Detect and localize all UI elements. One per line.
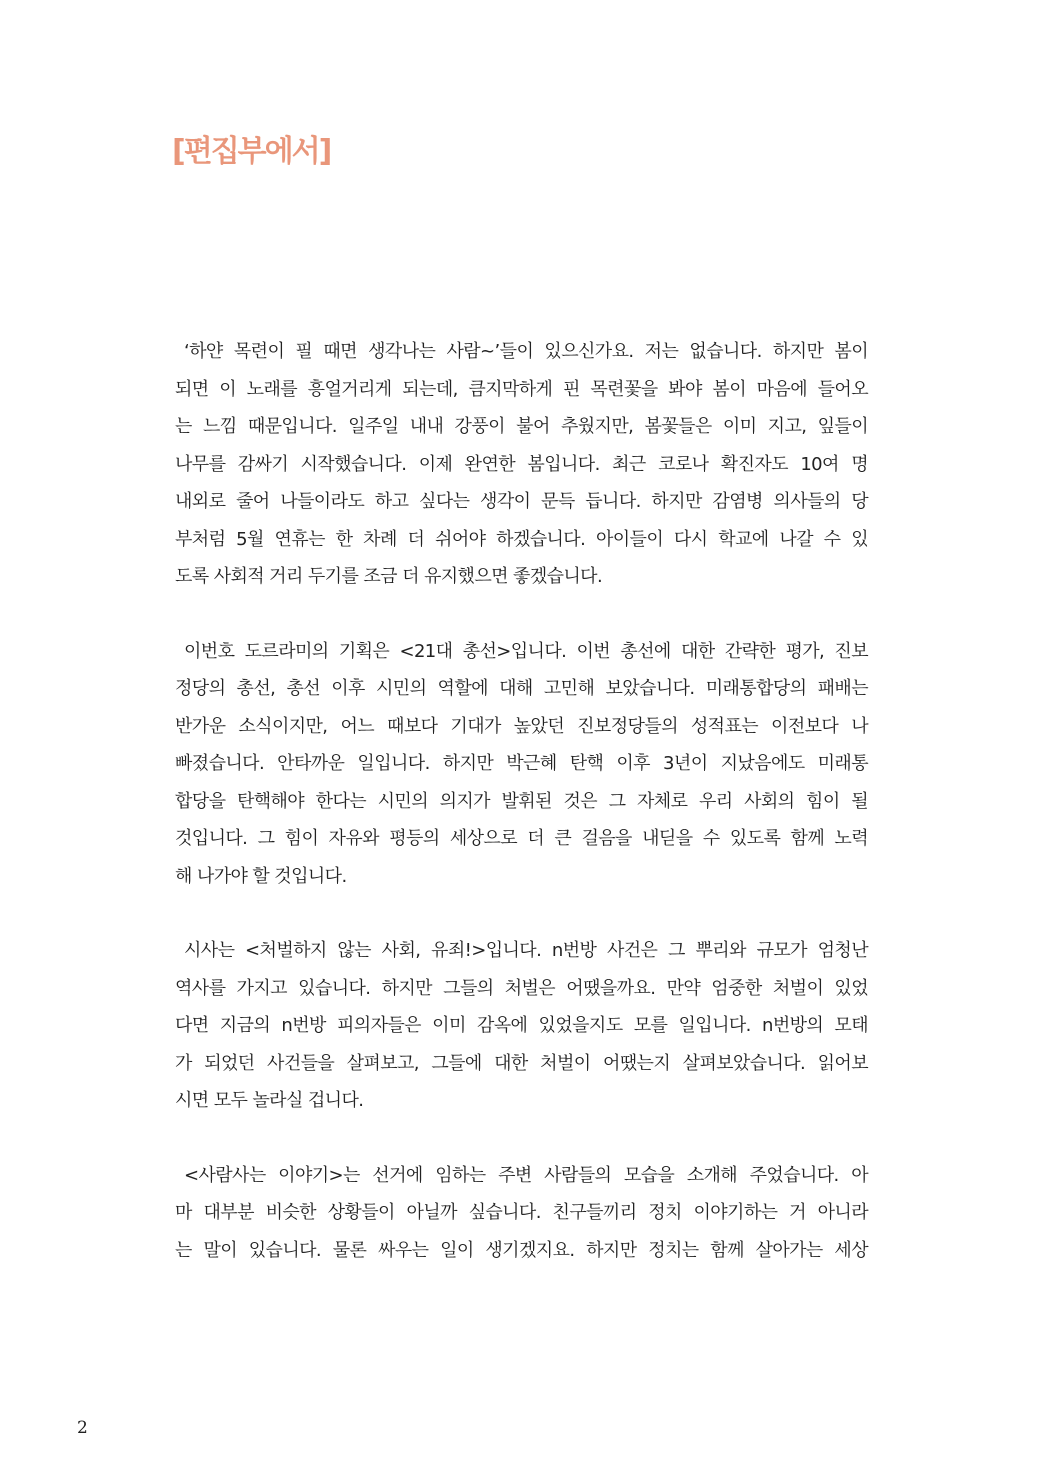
text-line: <사람사는 이야기>는 선거에 임하는 주변 사람들의 모습을 소개해 주었습니다. 아	[184, 1164, 868, 1186]
paragraph	[175, 932, 868, 1120]
section-heading: [편집부에서]	[172, 134, 331, 169]
text-line: 이번호 도르라미의 기획은 <21대 총선>입니다. 이번 총선에 대한 간략한 평가, 진보	[184, 640, 868, 662]
text-line: 빠졌습니다. 안타까운 일입니다. 하지만 박근혜 탄핵 이후 3년이 지났음에도 미래통	[175, 753, 868, 774]
text-line: 는 말이 있습니다. 물론 싸우는 일이 생기겠지요. 하지만 정치는 함께 살아가는 세상	[175, 1239, 868, 1261]
text-line: 역사를 가지고 있습니다. 하지만 그들의 처벌은 어땠을까요. 만약 엄중한 처벌이 있었	[175, 977, 868, 999]
editorial-body	[175, 333, 868, 1306]
text-line: 도록 사회적 거리 두기를 조금 더 유지했으면 좋겠습니다.	[175, 566, 603, 587]
text-line: 는 느낌 때문입니다. 일주일 내내 강풍이 불어 추웠지만, 봄꽃들은 이미 지고, 잎들이	[175, 416, 868, 437]
text-line: 부처럼 5월 연휴는 한 차례 더 쉬어야 하겠습니다. 아이들이 다시 학교에 나갈 수 있	[175, 528, 868, 550]
text-line: 다면 지금의 n번방 피의자들은 이미 감옥에 있었을지도 모를 일입니다. n번방의 모태	[175, 1015, 868, 1036]
text-line: 시사는 <처벌하지 않는 사회, 유죄!>입니다. n번방 사건은 그 뿌리와 규모가 엄청난	[184, 940, 868, 961]
paragraph	[175, 1157, 868, 1270]
text-line: 되면 이 노래를 흥얼거리게 되는데, 큼지막하게 핀 목련꽃을 봐야 봄이 마음에 들어오	[175, 378, 868, 400]
text-line: 시면 모두 놀라실 겁니다.	[175, 1090, 364, 1111]
text-line: 가 되었던 사건들을 살펴보고, 그들에 대한 처벌이 어땠는지 살펴보았습니다. 읽어보	[175, 1052, 868, 1074]
text-line: 반가운 소식이지만, 어느 때보다 기대가 높았던 진보정당들의 성적표는 이전보다 나	[175, 715, 868, 737]
text-line: 내외로 줄어 나들이라도 하고 싶다는 생각이 문득 듭니다. 하지만 감염병 의사들의 당	[175, 491, 868, 512]
text-line: 합당을 탄핵해야 한다는 시민의 의지가 발휘된 것은 그 자체로 우리 사회의 힘이 될	[175, 790, 868, 812]
text-line: 해 나가야 할 것입니다.	[175, 865, 347, 887]
text-line: 마 대부분 비슷한 상황들이 아닐까 싶습니다. 친구들끼리 정치 이야기하는 거 아니라	[175, 1202, 868, 1223]
page-number: 2	[77, 1418, 88, 1438]
text-line: 나무를 감싸기 시작했습니다. 이제 완연한 봄입니다. 최근 코로나 확진자도 10여 명	[175, 453, 868, 475]
text-line: ‘하얀 목련이 필 때면 생각나는 사람~’들이 있으신가요. 저는 없습니다. 하지만 봄이	[184, 341, 868, 362]
text-line: 것입니다. 그 힘이 자유와 평등의 세상으로 더 큰 걸음을 내딛을 수 있도록 함께 노력	[175, 828, 868, 849]
paragraph	[175, 333, 868, 596]
text-line: 정당의 총선, 총선 이후 시민의 역할에 대해 고민해 보았습니다. 미래통합당의 패배는	[175, 678, 868, 699]
paragraph	[175, 633, 868, 896]
